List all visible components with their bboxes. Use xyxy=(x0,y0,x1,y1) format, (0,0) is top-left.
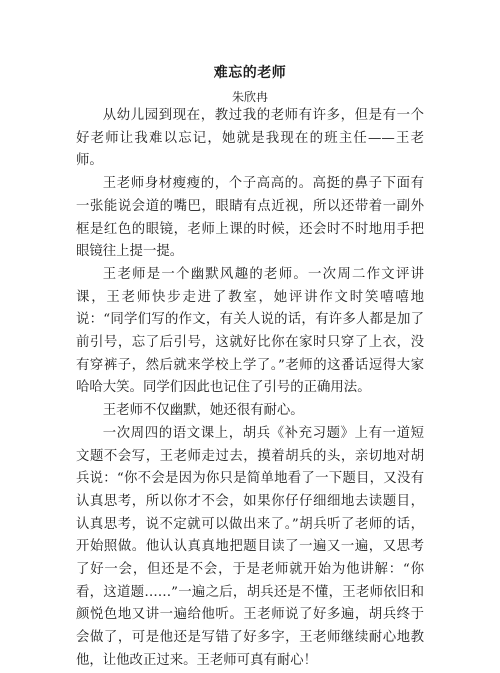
paragraph: 王老师不仅幽默，她还很有耐心。 xyxy=(102,403,304,419)
article-body xyxy=(76,105,424,673)
article-title: 难忘的老师 xyxy=(213,65,287,81)
article-author: 朱欣冉 xyxy=(231,90,268,104)
paragraph: 王老师是一个幽默风趣的老师。一次周二作文评讲课，王老师快步走进了教室，她评讲作文时笑嘻嘻地说：“同学们写的作文，有关人说的话，有许多人都是加了前引号，忘了后引号，这就好比你在家时只穿了上衣，没有穿裤子，然后就来学校上学了。”老师的这番话逗得大家哈哈大笑。同学们因此也记住了引号的正确用法。 xyxy=(76,266,424,396)
paragraph: 从幼儿园到现在，教过我的老师有许多，但是有一个好老师让我难以忘记，她就是我现在的班主任——王老师。 xyxy=(76,108,424,169)
paragraph: 王老师身材瘦瘦的，个子高高的。高挺的鼻子下面有一张能说会道的嘴巴，眼睛有点近视，所以还带着一副外框是红色的眼镜，老师上课的时候，还会时不时地用手把眼镜往上提一提。 xyxy=(76,176,424,260)
paragraph: 一次周四的语文课上，胡兵《补充习题》上有一道短文题不会写，王老师走过去，摸着胡兵的头，亲切地对胡兵说：“你不会是因为你只是简单地看了一下题目，又没有认真思考，所以你才不会，如果你仔仔细细地去读题目，认真思考，说不定就可以做出来了。”胡兵听了老师的话，开始照做。他认认真真地把题目读了一遍又一遍，又思考了好一会，但还是不会，于是老师就开始为他讲解：“你看，这道题……”一遍之后，胡兵还是不懂，王老师依旧和颜悦色地又讲一遍给他听。王老师说了好多遍，胡兵终于会做了，可是他还是写错了好多字，王老师继续耐心地教他，让他改正过来。王老师可真有耐心！ xyxy=(76,425,424,668)
